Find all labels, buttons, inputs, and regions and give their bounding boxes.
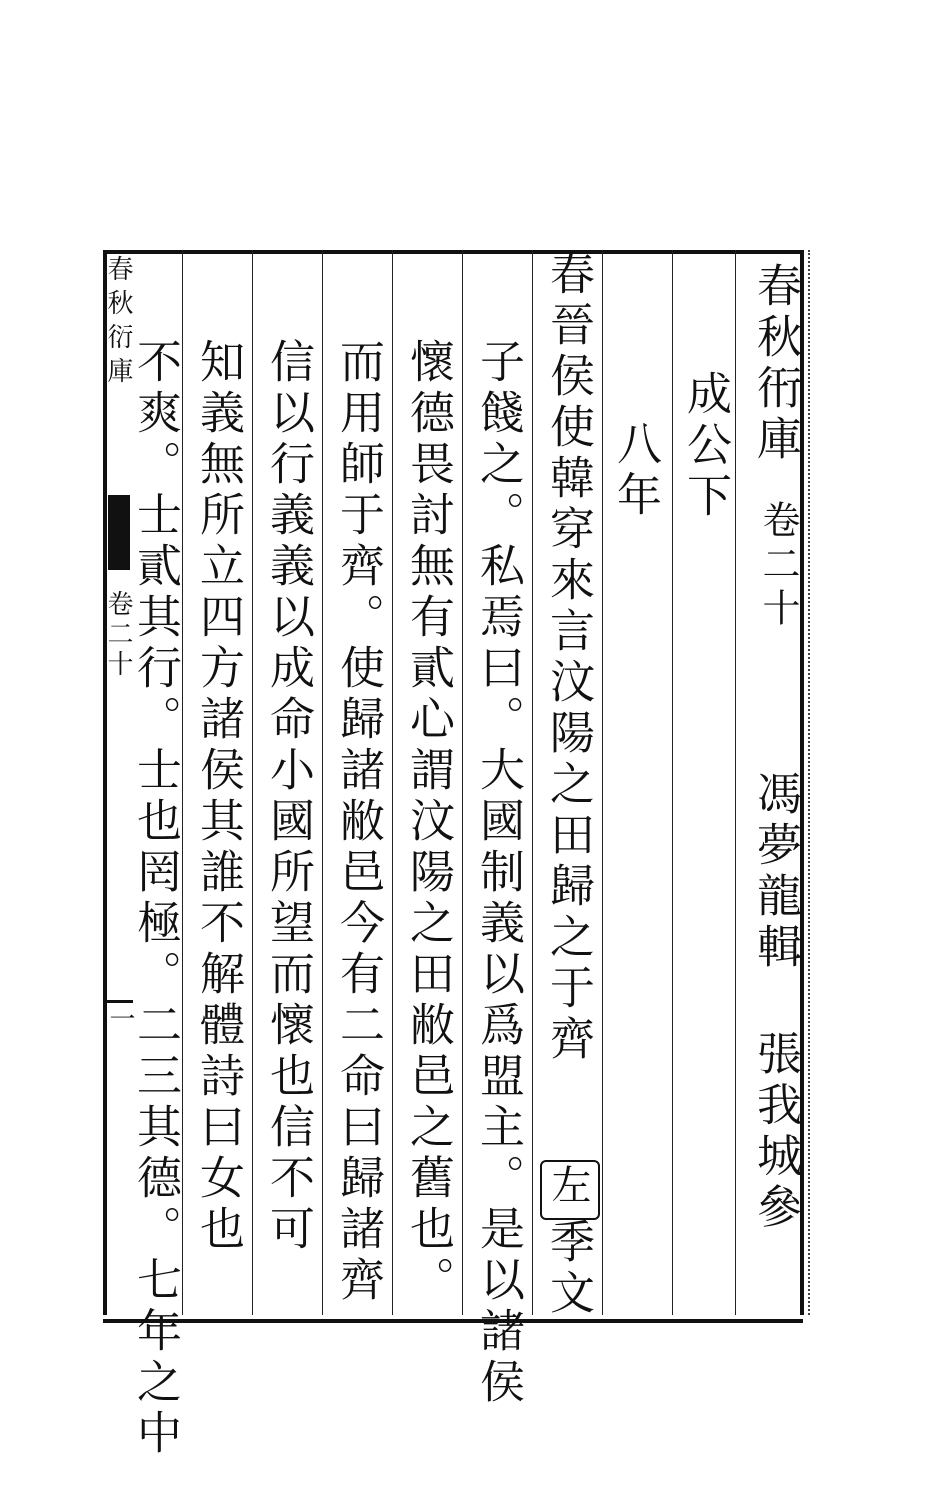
volume-label: 卷二十 [756, 500, 800, 632]
column-rule [602, 250, 603, 1315]
compiler-credit: 馮夢龍輯 [749, 770, 802, 974]
text-column-1-tail: 季文 [542, 1218, 595, 1320]
book-title: 春秋衎庫 [749, 262, 802, 466]
year-heading: 八年 [609, 420, 662, 522]
text-column-6: 知義無所立四方諸侯其誰不解體詩曰女也 [192, 338, 245, 1256]
column-rule [735, 250, 736, 1315]
column-rule [462, 250, 463, 1315]
chapter-heading: 成公下 [679, 370, 732, 523]
margin-title: 春秋衍庫 [103, 255, 133, 391]
column-rule [322, 250, 323, 1315]
commentary-marker: 左 [540, 1160, 600, 1220]
margin-page-number: 一 [105, 1005, 135, 1031]
text-column-3: 懷德畏討無有貳心謂汶陽之田敝邑之舊也。 [402, 338, 455, 1307]
margin-volume: 卷二十 [103, 590, 133, 680]
text-column-1: 春晉侯使韓穿來言汶陽之田歸之于齊 [542, 250, 595, 1066]
text-column-7: 不爽。士貳其行。士也罔極。二三其德。七年之中 [129, 338, 182, 1460]
column-rule [532, 250, 533, 1315]
editor-credit: 張我城參 [749, 1030, 802, 1234]
text-column-4: 而用師于齊。使歸諸敝邑今有二命曰歸諸齊 [332, 338, 385, 1307]
column-rule [392, 250, 393, 1315]
text-column-2: 子餞之。私焉曰。大國制義以爲盟主。是以諸侯 [472, 338, 525, 1409]
column-rule [252, 250, 253, 1315]
column-rule [103, 250, 107, 1315]
page-edge [808, 250, 820, 1315]
text-column-5: 信以行義義以成命小國所望而懷也信不可 [262, 338, 315, 1256]
column-rule [672, 250, 673, 1315]
